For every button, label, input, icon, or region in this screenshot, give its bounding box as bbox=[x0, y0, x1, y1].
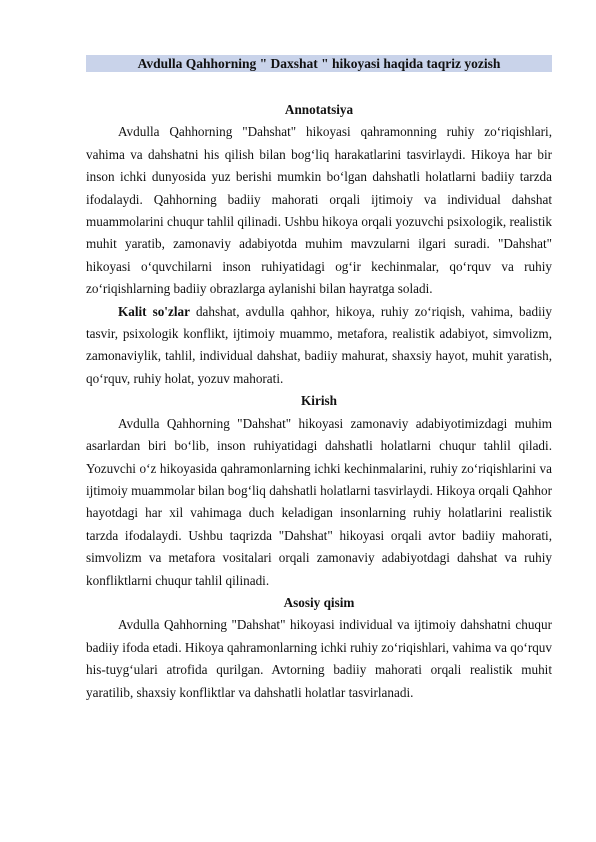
intro-paragraph: Avdulla Qahhorning "Dahshat" hikoyasi zamonaviy adabiyotimizdagi muhim asarlardan biri bo‘lib, inson ruhiyatidagi dahshatli holatlarni chuqur tahlil qiladi. Yozuvchi o‘z hikoyasida qahramonlarning ichki kechinmalarini, ruhiy zo‘riqishlarini va ijtimoiy muammolar bilan bog‘liq dahshatli holatlarni tasvirlaydi. Hikoya orqali Qahhor hayotdagi har xil vahimaga duch keladigan insonlarning ruhiy holatlarini realistik tarzda ifodalaydi. Ushbu taqrizda "Dahshat" hikoyasi orqali avtor badiiy mahorati, simvolizm va metafora vositalari orqali zamonaviy adabiyotdagi dahshat va ruhiy konfliktlarni chuqur tahlil qilinadi. bbox=[86, 415, 552, 588]
keywords-text: dahshat, avdulla qahhor, hikoya, ruhiy zo‘riqish, vahima, badiiy tasvir, psixologik konflikt, ijtimoiy muammo, metafora, realistik adabiyot, simvolizm, zamonaviylik, tahlil, individual dahshat, badiiy mahurat, shaxsiy hayot, muhit yaratish, qo‘rquv, ruhiy holat, yozuv mahorati. bbox=[86, 303, 552, 386]
main-section-heading: Asosiy qisim bbox=[283, 594, 355, 610]
keywords-label: Kalit so'zlar bbox=[118, 303, 190, 319]
keywords-paragraph bbox=[86, 301, 552, 391]
annotation-heading: Annotatsiya bbox=[284, 102, 354, 117]
document-title: Avdulla Qahhorning " Daxshat " hikoyasi haqida taqriz yozish bbox=[86, 55, 552, 72]
intro-heading: Kirish bbox=[301, 393, 337, 409]
annotation-paragraph: Avdulla Qahhorning "Dahshat" hikoyasi qahramonning ruhiy zo‘riqishlari, vahima va dahshatni his qilish bilan bog‘liq harakatlarini tasvirlaydi. Hikoya har bir inson ichki dunyosida yuz berishi mumkin bo‘lgan dahshatli holatlarni badiiy tarzda ifodalaydi. Qahhorning badiiy mahorati orqali ijtimoiy va individual dahshat muammolarini chuqur tahlil qilinadi. Ushbu hikoya orqali yozuvchi psixologik, realistik muhit yaratib, zamonaviy adabiyotda muhim mavzularni ilgari suradi. "Dahshat" hikoyasi o‘quvchilarni inson ruhiyatidagi og‘ir kechinmalar, qo‘rquv va ruhiy zo‘riqishlarning badiiy obrazlarga aylanishi bilan hayratga soladi. bbox=[86, 124, 552, 297]
document-body bbox=[86, 99, 552, 704]
main-section-paragraph: Avdulla Qahhorning "Dahshat" hikoyasi individual va ijtimoiy dahshatni chuqur badiiy ifoda etadi. Hikoya qahramonlarning ichki ruhiy zo‘riqishlari, vahima va qo‘rquv his-tuyg‘ulari atrofida qurilgan. Avtorning badiiy mahorati orqali realistik muhit yaratilib, shaxsiy konfliktlar va dahshatli holatlar tasvirlanadi. bbox=[86, 617, 552, 700]
